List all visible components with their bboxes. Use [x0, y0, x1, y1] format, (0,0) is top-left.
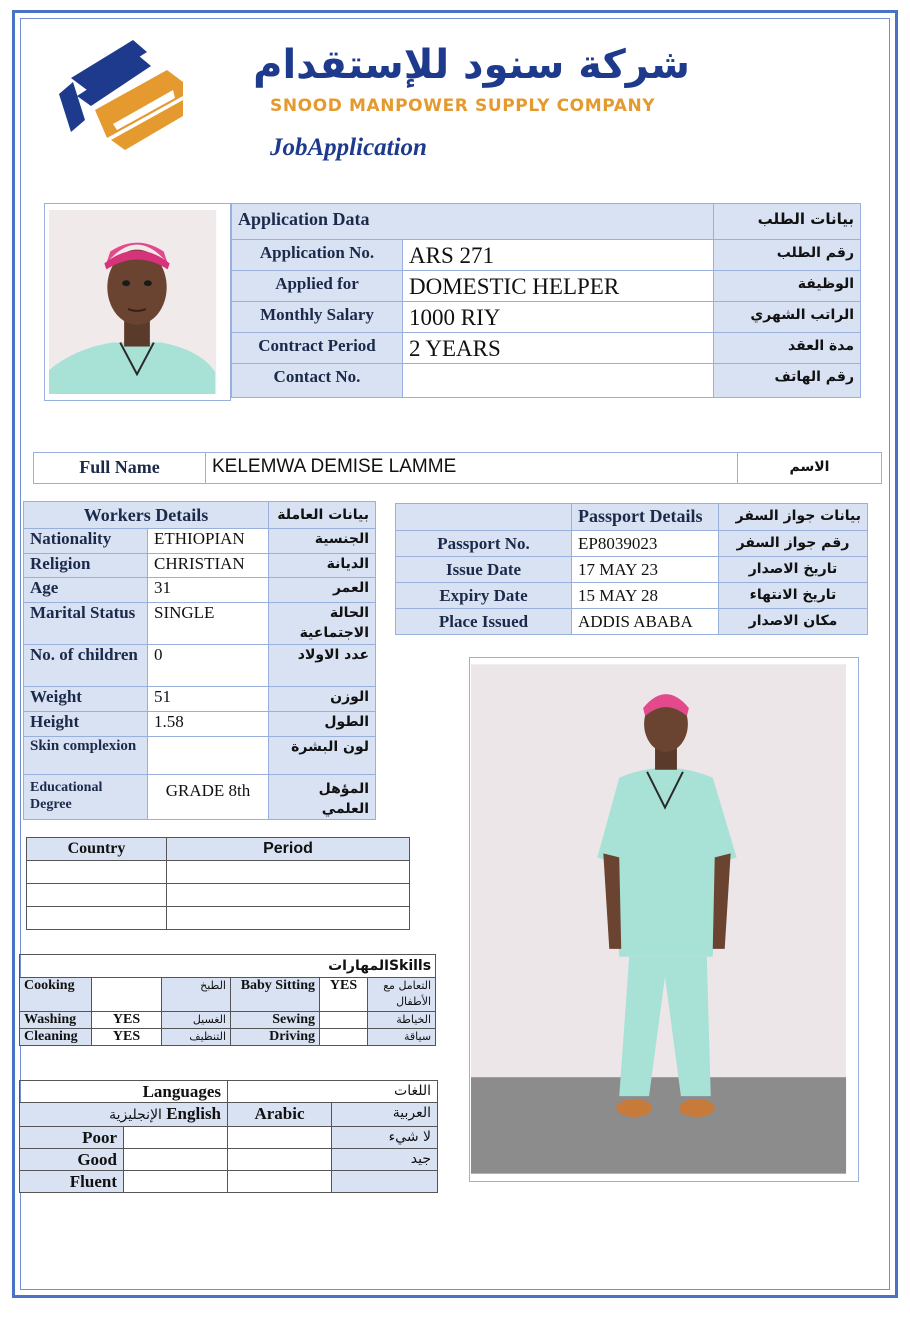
field-label: Skin complexion	[24, 737, 148, 775]
applied-for-value: DOMESTIC HELPER	[403, 271, 714, 302]
field-label-arabic: لون البشرة	[269, 737, 376, 775]
level-label: Fluent	[20, 1171, 124, 1193]
language-level-row	[20, 1127, 438, 1149]
age-value: 31	[148, 578, 269, 603]
field-label-arabic: رقم الهاتف	[714, 364, 861, 398]
expiry-date-value: 15 MAY 28	[572, 583, 719, 609]
children-count-value: 0	[148, 645, 269, 687]
worker-row	[24, 775, 376, 820]
company-name-arabic: شركة سنود للإستقدام	[253, 42, 690, 88]
worker-row	[24, 737, 376, 775]
issue-date-value: 17 MAY 23	[572, 557, 719, 583]
skill-value: YES	[320, 978, 368, 1012]
skill-label: Baby Sitting	[231, 978, 320, 1012]
field-label: Marital Status	[24, 603, 148, 645]
language-level-row	[20, 1149, 438, 1171]
experience-row	[27, 861, 410, 884]
marital-status-value: SINGLE	[148, 603, 269, 645]
field-label: Passport No.	[396, 531, 572, 557]
passport-row	[396, 531, 868, 557]
skill-label: Cooking	[20, 978, 92, 1012]
worker-row	[24, 529, 376, 554]
workers-details-heading: Workers Details	[24, 502, 269, 529]
field-label-arabic: تاريخ الانتهاء	[719, 583, 868, 609]
skill-label-arabic: التعامل مع الأطفال	[368, 978, 436, 1012]
field-label-arabic: الجنسية	[269, 529, 376, 554]
skills-heading: Skillsالمهارات	[20, 955, 436, 978]
skills-row	[20, 978, 436, 1012]
skill-label: Sewing	[231, 1012, 320, 1029]
field-label-arabic: الوظيفة	[714, 271, 861, 302]
skill-label: Driving	[231, 1029, 320, 1046]
skill-value: YES	[92, 1029, 162, 1046]
field-label: Religion	[24, 554, 148, 578]
skills-row	[20, 1029, 436, 1046]
application-data-heading: Application Data	[232, 204, 714, 240]
worker-row	[24, 554, 376, 578]
contract-period-value: 2 YEARS	[403, 333, 714, 364]
languages-heading-arabic: اللغات	[228, 1081, 438, 1103]
application-row	[232, 240, 861, 271]
field-label: Educational Degree	[24, 775, 148, 820]
worker-row	[24, 687, 376, 712]
application-number-value: ARS 271	[403, 240, 714, 271]
field-label-arabic: المؤهل العلمي	[269, 775, 376, 820]
field-label: No. of children	[24, 645, 148, 687]
field-label-arabic: العمر	[269, 578, 376, 603]
field-label: Expiry Date	[396, 583, 572, 609]
skill-value: YES	[92, 1012, 162, 1029]
field-label-arabic: الحالة الاجتماعية	[269, 603, 376, 645]
company-name-english: SNOOD MANPOWER SUPPLY COMPANY	[270, 96, 656, 116]
arabic-column-header: Arabic	[228, 1103, 332, 1127]
skill-label-arabic: الغسيل	[162, 1012, 231, 1029]
education-value: GRADE 8th	[148, 775, 269, 820]
full-name-table	[33, 452, 882, 484]
skill-value	[320, 1029, 368, 1046]
applicant-full-body-photo	[469, 657, 859, 1182]
passport-details-heading: Passport Details	[572, 504, 719, 531]
level-label-arabic	[332, 1171, 438, 1193]
field-label-arabic: مكان الاصدار	[719, 609, 868, 635]
full-name-label: Full Name	[34, 453, 206, 484]
english-label: English	[166, 1104, 222, 1123]
field-label-arabic: عدد الاولاد	[269, 645, 376, 687]
document-title: JobApplication	[270, 134, 427, 161]
level-label-arabic: لا شيء	[332, 1127, 438, 1149]
languages-table	[19, 1080, 438, 1193]
full-name-label-arabic: الاسم	[738, 453, 882, 484]
height-value: 1.58	[148, 712, 269, 737]
skills-table	[19, 954, 436, 1046]
full-name-value: KELEMWA DEMISE LAMME	[206, 453, 738, 484]
skill-label-arabic: التنظيف	[162, 1029, 231, 1046]
field-label: Weight	[24, 687, 148, 712]
field-label-arabic: رقم جواز السفر	[719, 531, 868, 557]
level-label: Poor	[20, 1127, 124, 1149]
passport-row	[396, 609, 868, 635]
field-label: Place Issued	[396, 609, 572, 635]
english-label-arabic: الإنجليزية	[109, 1107, 162, 1123]
worker-row	[24, 712, 376, 737]
field-label: Age	[24, 578, 148, 603]
country-column-header: Country	[27, 838, 167, 861]
skin-complexion-value	[148, 737, 269, 775]
field-label: Nationality	[24, 529, 148, 554]
application-data-table	[231, 203, 861, 398]
experience-table	[26, 837, 410, 930]
skill-value	[320, 1012, 368, 1029]
worker-row	[24, 645, 376, 687]
field-label-arabic: الطول	[269, 712, 376, 737]
skills-row	[20, 1012, 436, 1029]
skill-label: Washing	[20, 1012, 92, 1029]
experience-row	[27, 884, 410, 907]
level-label-arabic: جيد	[332, 1149, 438, 1171]
field-label-arabic: مدة العقد	[714, 333, 861, 364]
passport-row	[396, 557, 868, 583]
company-logo	[55, 34, 187, 158]
application-row	[232, 364, 861, 398]
field-label: Contract Period	[232, 333, 403, 364]
field-label: Applied for	[232, 271, 403, 302]
workers-details-heading-arabic: بيانات العاملة	[269, 502, 376, 529]
application-data-heading-arabic: بيانات الطلب	[714, 204, 861, 240]
passport-details-table	[395, 503, 868, 635]
weight-value: 51	[148, 687, 269, 712]
contact-number-value	[403, 364, 714, 398]
religion-value: CHRISTIAN	[148, 554, 269, 578]
application-row	[232, 271, 861, 302]
field-label-arabic: تاريخ الاصدار	[719, 557, 868, 583]
skill-label-arabic: الطبخ	[162, 978, 231, 1012]
level-label: Good	[20, 1149, 124, 1171]
field-label-arabic: الوزن	[269, 687, 376, 712]
field-label: Issue Date	[396, 557, 572, 583]
language-level-row	[20, 1171, 438, 1193]
skill-value	[92, 978, 162, 1012]
field-label: Contact No.	[232, 364, 403, 398]
place-issued-value: ADDIS ABABA	[572, 609, 719, 635]
applicant-portrait-photo	[44, 203, 231, 401]
skill-label: Cleaning	[20, 1029, 92, 1046]
field-label: Application No.	[232, 240, 403, 271]
field-label-arabic: الراتب الشهري	[714, 302, 861, 333]
nationality-value: ETHIOPIAN	[148, 529, 269, 554]
experience-row	[27, 907, 410, 930]
workers-details-table	[23, 501, 376, 820]
worker-row	[24, 603, 376, 645]
application-row	[232, 333, 861, 364]
worker-row	[24, 578, 376, 603]
application-row	[232, 302, 861, 333]
languages-heading: Languages	[20, 1081, 228, 1103]
monthly-salary-value: 1000 RIY	[403, 302, 714, 333]
field-label: Monthly Salary	[232, 302, 403, 333]
field-label-arabic: رقم الطلب	[714, 240, 861, 271]
period-column-header: Period	[167, 838, 410, 861]
skill-label-arabic: الخياطة	[368, 1012, 436, 1029]
arabic-column-header-arabic: العربية	[332, 1103, 438, 1127]
skill-label-arabic: سياقة	[368, 1029, 436, 1046]
passport-number-value: EP8039023	[572, 531, 719, 557]
english-column-header	[20, 1103, 228, 1127]
passport-row	[396, 583, 868, 609]
passport-details-heading-arabic: بيانات جواز السفر	[719, 504, 868, 531]
field-label: Height	[24, 712, 148, 737]
field-label-arabic: الديانة	[269, 554, 376, 578]
